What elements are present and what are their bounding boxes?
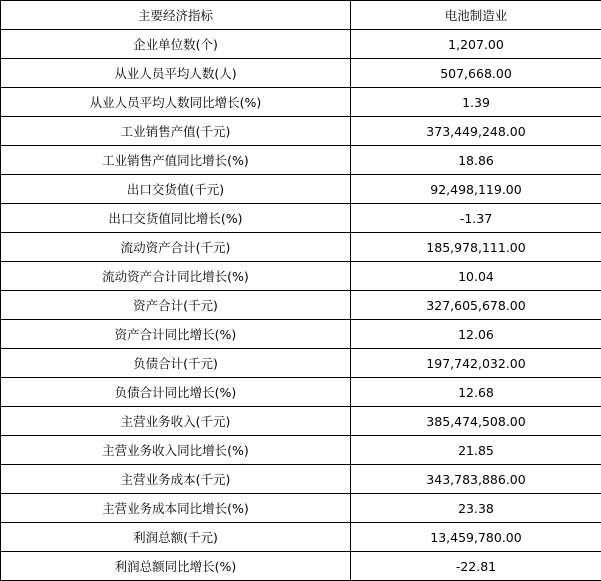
- table-row: [1, 262, 601, 291]
- column-header-industry: 电池制造业: [351, 1, 601, 30]
- table-row: [1, 523, 601, 552]
- row-label: 资产合计(千元): [1, 291, 351, 320]
- row-label: 流动资产合计(千元): [1, 233, 351, 262]
- row-label: 负债合计同比增长(%): [1, 378, 351, 407]
- row-value: 10.04: [351, 262, 601, 291]
- table-row: [1, 465, 601, 494]
- table-row: [1, 291, 601, 320]
- row-label: 主营业务收入同比增长(%): [1, 436, 351, 465]
- table-row: [1, 30, 601, 59]
- table-row: [1, 494, 601, 523]
- column-header-indicator: 主要经济指标: [1, 1, 351, 30]
- row-value: 21.85: [351, 436, 601, 465]
- row-value: 1,207.00: [351, 30, 601, 59]
- row-value: -1.37: [351, 204, 601, 233]
- row-label: 工业销售产值(千元): [1, 117, 351, 146]
- table-row: [1, 233, 601, 262]
- table-row: [1, 146, 601, 175]
- row-label: 利润总额同比增长(%): [1, 552, 351, 581]
- row-value: 373,449,248.00: [351, 117, 601, 146]
- row-value: 18.86: [351, 146, 601, 175]
- row-value: -22.81: [351, 552, 601, 581]
- table-row: [1, 349, 601, 378]
- table-row: [1, 117, 601, 146]
- row-label: 工业销售产值同比增长(%): [1, 146, 351, 175]
- table-body: [1, 1, 601, 581]
- row-value: 327,605,678.00: [351, 291, 601, 320]
- table-row: [1, 59, 601, 88]
- row-value: 385,474,508.00: [351, 407, 601, 436]
- row-value: 197,742,032.00: [351, 349, 601, 378]
- row-label: 企业单位数(个): [1, 30, 351, 59]
- row-value: 13,459,780.00: [351, 523, 601, 552]
- table-row: [1, 436, 601, 465]
- row-label: 主营业务成本同比增长(%): [1, 494, 351, 523]
- row-value: 12.68: [351, 378, 601, 407]
- row-value: 507,668.00: [351, 59, 601, 88]
- table-row: [1, 407, 601, 436]
- table-row: [1, 204, 601, 233]
- table-row: [1, 552, 601, 581]
- row-label: 从业人员平均人数同比增长(%): [1, 88, 351, 117]
- row-value: 23.38: [351, 494, 601, 523]
- row-value: 12.06: [351, 320, 601, 349]
- table-row: [1, 378, 601, 407]
- row-label: 主营业务成本(千元): [1, 465, 351, 494]
- row-label: 资产合计同比增长(%): [1, 320, 351, 349]
- row-label: 主营业务收入(千元): [1, 407, 351, 436]
- row-label: 流动资产合计同比增长(%): [1, 262, 351, 291]
- row-label: 负债合计(千元): [1, 349, 351, 378]
- row-label: 出口交货值(千元): [1, 175, 351, 204]
- table-row: [1, 88, 601, 117]
- table-header-row: [1, 1, 601, 30]
- row-value: 92,498,119.00: [351, 175, 601, 204]
- row-label: 从业人员平均人数(人): [1, 59, 351, 88]
- table-row: [1, 320, 601, 349]
- row-label: 出口交货值同比增长(%): [1, 204, 351, 233]
- row-value: 1.39: [351, 88, 601, 117]
- row-label: 利润总额(千元): [1, 523, 351, 552]
- table-row: [1, 175, 601, 204]
- row-value: 185,978,111.00: [351, 233, 601, 262]
- row-value: 343,783,886.00: [351, 465, 601, 494]
